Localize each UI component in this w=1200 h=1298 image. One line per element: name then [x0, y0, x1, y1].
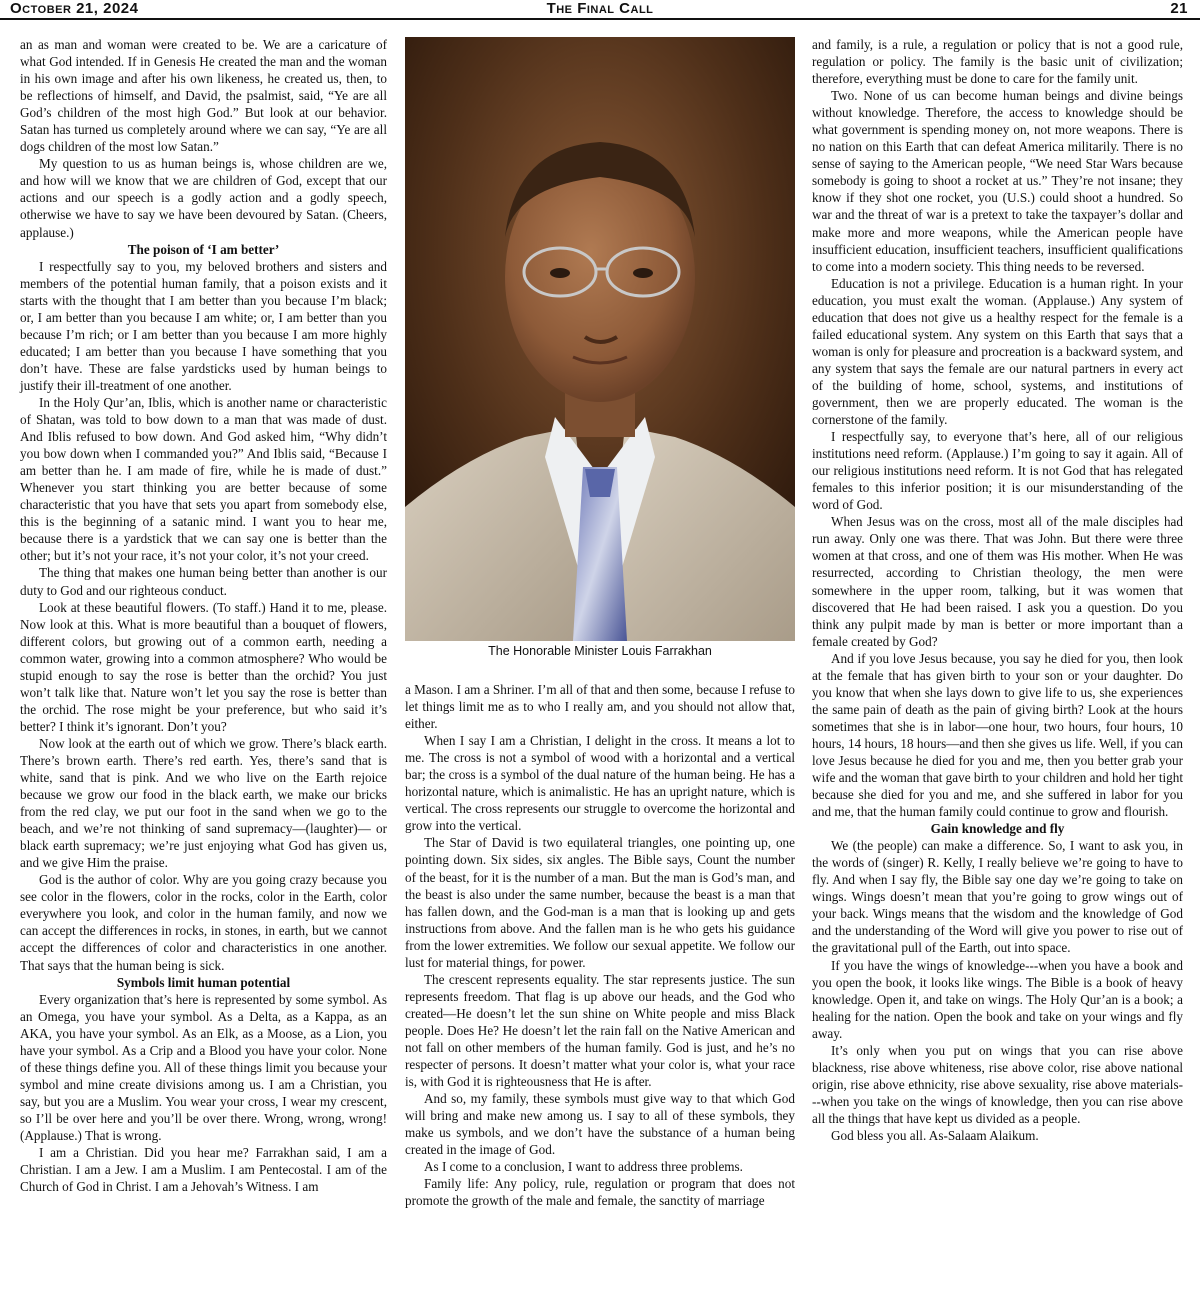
paragraph: If you have the wings of knowledge---when you have a book and you open the book, it looks like wings. The Bible is a book of heavy knowledge. Open it, and take on wings. The Holy Qur’an is a book; a healing for the nation. Open the book and take on your wings and fly away.: [812, 957, 1183, 1041]
masthead: [0, 0, 1200, 20]
paragraph: It’s only when you put on wings that you can rise above blackness, rise above whiteness, rise above color, rise above national origin, rise above ethnicity, rise above sexuality, rise above materials---when you take on the wings of knowledge, then you can rise above all the things that have kept us divided as a people.: [812, 1042, 1183, 1126]
paragraph: an as man and woman were created to be. We are a caricature of what God intended. If in Genesis He created the man and the woman in his own image and after his own likeness, he created us, then, to be reflections of himself, and David, the psalmist, said, “Ye are all God’s children of the most high God.” But look at our behavior. Satan has turned us completely around where we can say, “Ye are all dogs children of the most low Satan.”: [20, 37, 387, 155]
paragraph: When Jesus was on the cross, most all of the male disciples had run away. Only one was there. That was John. But there were three women at that cross, and one of them was His mother. When He was resurrected, according to Christian theology, the men were somewhere in the upper room, talking, but it was women that discovered that He had been raised. I ask you a question. Do you think any pulpit made by man is better or more important than a female created by God?: [812, 514, 1183, 649]
paragraph: In the Holy Qur’an, Iblis, which is another name or characteristic of Shatan, was told to bow down to a man that was made of dust. And Iblis refused to bow down. And God asked him, “Why didn’t you bow down when I commanded you?” And Iblis said, “Because I am better than he. I am made of fire, while he is made of dust.” Whenever you start thinking you are better because of some characteristic that you have that sets you apart from somebody else, this is the beginning of a satanic mind. I want you to hear me, because there is a yardstick that we can say one is better than the other; but it’s not your race, it’s not your color, it’s not your creed.: [20, 394, 387, 564]
section-heading: Symbols limit human potential: [116, 974, 291, 990]
paragraph: Education is not a privilege. Education is a human right. In your education, you must exalt the woman. (Applause.) Any system of education that does not give us a healthy respect for the female is a failed educational system. Any system on this Earth that says that a woman is only for pleasure and procreation is a backward system, and any system that says the female are our natural partners in every act of the building of home, school, systems, and institutions of government, then we are properly educated. The woman is the cornerstone of the family.: [812, 275, 1183, 428]
paragraph: Family life: Any policy, rule, regulation or program that does not promote the growth of the male and female, the sanctity of marriage: [405, 1176, 795, 1209]
issue-date: October 21, 2024: [10, 0, 139, 17]
paragraph: And if you love Jesus because, you say he died for you, then look at the female that has given birth to your son or your daughter. Do you know that when she lays down to give life to us, she experiences the same pain of death as the pain of giving birth? Look at the hours sometimes that she is in labor—one hour, two hours, four hours, 10 hours, 14 hours, 18 hours—and then she gives us life. Well, if you can love Jesus because he died for you and me, then you better grab your wife and the woman that gave birth to your children and hold her tight because she died for you and me, and she suffered in labor for you and me, that the human family could continue to grow and flourish.: [812, 650, 1183, 820]
paragraph: and family, is a rule, a regulation or policy that is not a good rule, regulation or policy. The family is the basic unit of civilization; therefore, everything must be done to care for the family unit.: [812, 37, 1183, 87]
section-heading: Gain knowledge and fly: [930, 821, 1065, 837]
article-column-2: [405, 681, 795, 1209]
paragraph: I am a Christian. Did you hear me? Farrakhan said, I am a Christian. I am a Jew. I am a Muslim. I am Pentecostal. I am of the Church of God in Christ. I am a Jehovah’s Witness. I am: [20, 1145, 387, 1195]
paragraph: We (the people) can make a difference. So, I want to ask you, in the words of (singer) R. Kelly, I really believe we’re going to have to fly. And when I say fly, the Bible say one day we’re going to take on wings. Wings doesn’t mean that you’re going to grow wings out of your back. Wings means that the wisdom and the knowledge of God and the understanding of the Word will give you power to rise out of the gravitational pull of the Earth, out into space.: [812, 838, 1183, 956]
portrait-photo: [405, 37, 795, 641]
photo-caption: The Honorable Minister Louis Farrakhan: [488, 644, 712, 658]
paragraph: The crescent represents equality. The star represents justice. The sun represents freedom. That flag is up above our heads, and the God who created—He doesn’t let the sun shine on White people and miss Black people. Does He? He doesn’t let the rain fall on the Native American and not fall on other members of the human family. God is just, and he’s no respecter of persons. It doesn’t matter what your color is, what your race is, with God it is righteousness that He is after.: [405, 971, 795, 1090]
paragraph: Look at these beautiful flowers. (To staff.) Hand it to me, please. Now look at this. What is more beautiful than a bouquet of flowers, different colors, but growing out of a common earth, needing a common water, growing into a common atmosphere? Who would be stupid enough to say the rose is better than the orchid? You just won’t talk like that. Nature won’t let you say the rose is better than the orchid. The rose might be your preference, but who said it’s better? I think it’s ignorant. Don’t you?: [20, 599, 387, 734]
paragraph: Now look at the earth out of which we grow. There’s black earth. There’s brown earth. There’s red earth. Yes, there’s sand that is white, sand that is pink. And we who live on the Earth rejoice because we grow our food in the black earth, we make our bricks from the red clay, we put our foot in the sand when we go to the beach, and we’re not thinking of sand supremacy—(laughter)— or black earth supremacy; we’re just enjoying what God has given us, and we give Him the praise.: [20, 735, 387, 871]
paragraph: I respectfully say to you, my beloved brothers and sisters and members of the potential human family, that a poison exists and it starts with the thought that I am better than you because I’m black; or, I am better than you because I am white; or, I am better than you because I’m rich; or I am better than you because I am more highly educated; I am better than you because I have something that you don’t have. These are false yardsticks used by human beings to justify their ill-treatment of one another.: [20, 258, 387, 393]
portrait-illustration: [405, 37, 795, 641]
paragraph: And so, my family, these symbols must give way to that which God will bring and make new among us. I say to all of these symbols, they make us symbols, and we don’t have the substance of a human being created in the image of God.: [405, 1091, 795, 1158]
paragraph: My question to us as human beings is, whose children are we, and how will we know that we are children of God, except that our actions and our speech is a godly action and a godly speech, otherwise we have to say we have been devoured by Satan. (Cheers, applause.): [20, 156, 387, 240]
paragraph: The thing that makes one human being better than another is our duty to God and our righteous conduct.: [20, 565, 387, 598]
article-column-1: [20, 36, 387, 1195]
paragraph: When I say I am a Christian, I delight in the cross. It means a lot to me. The cross is not a symbol of wood with a horizontal and a vertical bar; the cross is a symbol of the dual nature of the human being. He has a horizontal nature, which is animalistic. He has an upright nature, which is vertical. The cross represents our struggle to overcome the horizontal and grow into the vertical.: [405, 733, 795, 834]
paragraph: Two. None of us can become human beings and divine beings without knowledge. Therefore, the access to knowledge should be what government is spending money on, not more weapons. There is no nation on this Earth that can defeat America militarily. There is no sense of saying to the American people, “We need Star Wars because somebody is going to shoot a rocket at us.” They’re not insane; they know if they shot one rocket, you (U.S.) could shoot a hundred. So war and the threat of war is a pretext to take the taxpayer’s dollar and make more and more weapons, while the American people have insufficient education, insufficient teachers, insufficient qualifications to come into a modern society. This thing needs to be reversed.: [812, 88, 1183, 274]
page-number: 21: [1170, 0, 1188, 17]
article-column-3: [812, 36, 1183, 1144]
paragraph: God is the author of color. Why are you going crazy because you see color in the flowers, color in the rocks, color in the Earth, color everywhere you look, and color in the human family, and now we can accept the differences in rocks, in stones, in earth, but we cannot accept the differences of color and characteristics in one another. That says that the human being is sick.: [20, 872, 387, 973]
paragraph: As I come to a conclusion, I want to address three problems.: [424, 1159, 743, 1175]
publication-title: The Final Call: [546, 0, 654, 17]
paragraph: God bless you all. As-Salaam Alaikum.: [831, 1128, 1039, 1143]
paragraph: a Mason. I am a Shriner. I’m all of that and then some, because I refuse to let things limit me as to who I really am, and you should not allow that, either.: [405, 682, 796, 732]
paragraph: Every organization that’s here is represented by some symbol. As an Omega, you have your symbol. As a Delta, as a Kappa, as an AKA, you have your symbol. As an Elk, as a Moose, as a Lion, you have your symbol. As a Crip and a Blood you have your color. None of these things define you. All of these things limit you because your symbol and mine create divisions among us. I am a Christian, you say, but you are a Muslim. You wear your cross, I wear my crescent, so I’ll be over here and you’ll be over there. Wrong, wrong, wrong! (Applause.) That is wrong.: [20, 991, 387, 1143]
section-heading: The poison of ‘I am better’: [127, 241, 280, 257]
paragraph: The Star of David is two equilateral triangles, one pointing up, one pointing down. Six sides, six angles. The Bible says, Count the number of the beast, for it is the number of a man. But the man is God’s man, and the beast is also under the same number, because the beast is a man that has fallen down, and the God-man is a man that is looking up and gets instructions from above. And the fallen man is he who gets his guidance from the lower extremities. We follow our sexual appetite. We follow our lust for material things, for power.: [405, 835, 795, 970]
paragraph: I respectfully say, to everyone that’s here, all of our religious institutions need reform. (Applause.) I’m going to say it again. All of our religious institutions need reform. It is not God that has relegated females to this inferior position; it is our misunderstanding of the word of God.: [812, 429, 1183, 513]
